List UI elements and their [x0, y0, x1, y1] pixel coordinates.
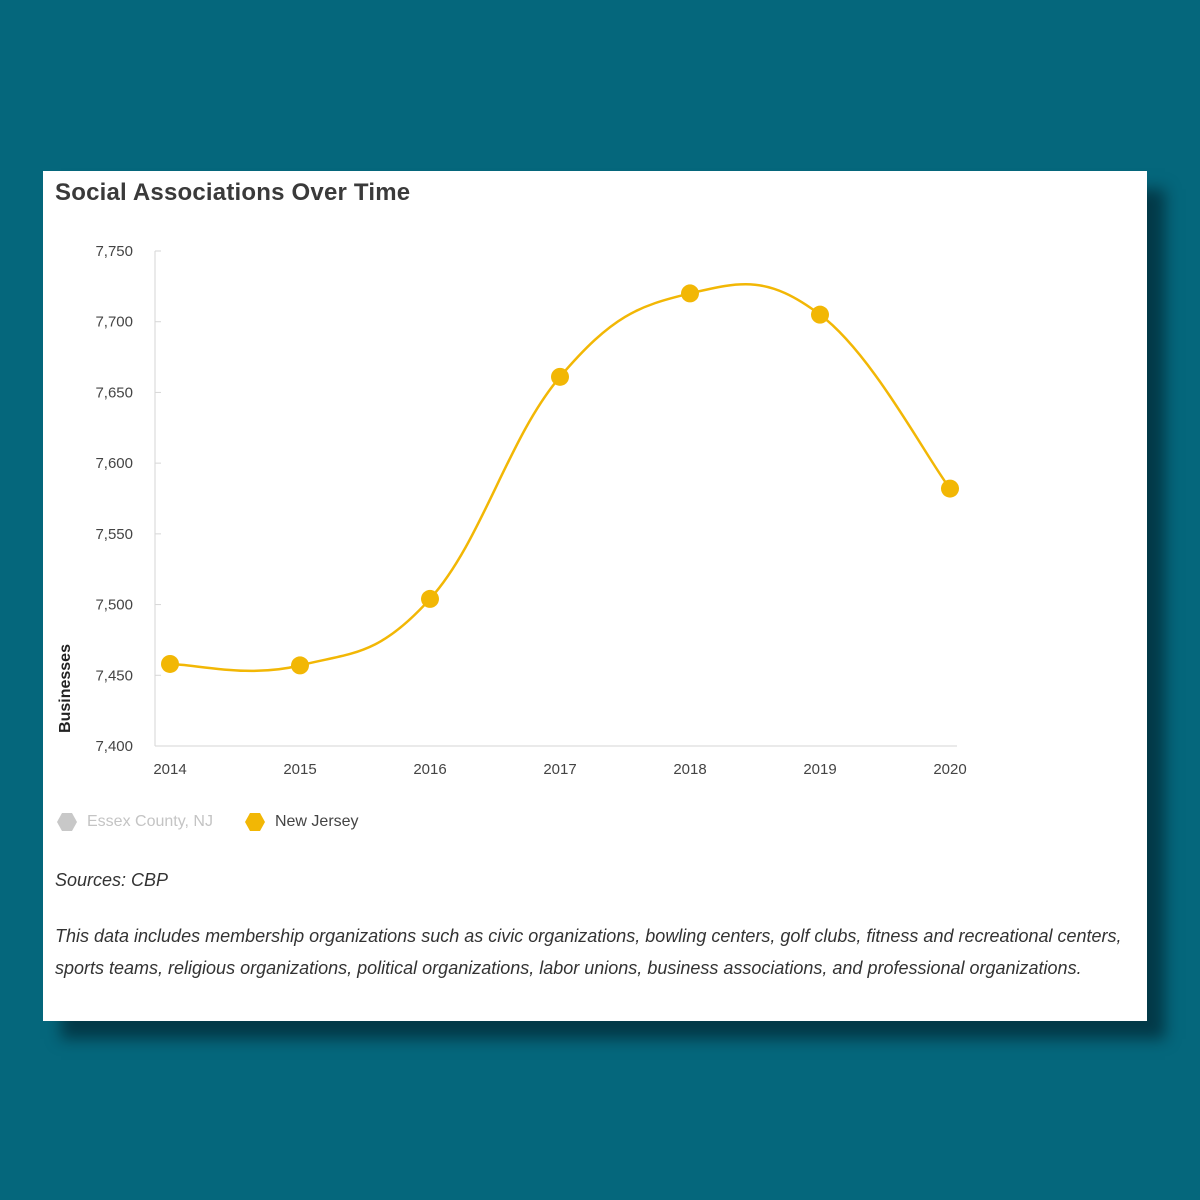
y-tick-label: 7,400	[95, 738, 133, 755]
data-point-2015	[291, 656, 309, 674]
data-point-2016	[421, 590, 439, 608]
hexagon-marker-icon	[57, 812, 77, 832]
y-tick-label: 7,600	[95, 455, 133, 473]
y-tick-label: 7,650	[95, 384, 133, 402]
x-tick-label: 2018	[673, 761, 707, 778]
legend-item-essex-county[interactable]	[57, 812, 213, 832]
sources-text: Sources: CBP	[55, 870, 169, 890]
data-point-2019	[811, 306, 829, 324]
legend	[57, 812, 391, 832]
x-tick-label: 2020	[933, 761, 967, 778]
hexagon-marker-icon	[245, 812, 265, 832]
data-point-2017	[551, 368, 569, 386]
y-tick-label: 7,750	[95, 243, 133, 260]
legend-item-new-jersey[interactable]	[245, 812, 359, 832]
y-tick-label: 7,450	[95, 667, 133, 685]
series-line-new-jersey	[170, 284, 950, 671]
y-tick-label: 7,550	[95, 525, 133, 543]
chart-card	[43, 171, 1147, 1021]
x-tick-label: 2015	[283, 761, 317, 778]
data-point-2018	[681, 284, 699, 302]
x-tick-label: 2014	[153, 761, 187, 778]
line-chart	[43, 171, 1147, 801]
y-axis-label: Businesses	[57, 644, 74, 733]
x-tick-label: 2017	[543, 761, 577, 778]
data-point-2014	[161, 655, 179, 673]
x-tick-label: 2016	[413, 761, 447, 778]
legend-label-essex-county: Essex County, NJ	[87, 813, 213, 830]
legend-label-new-jersey: New Jersey	[274, 813, 359, 830]
data-point-2020	[941, 480, 959, 498]
chart-title: Social Associations Over Time	[55, 179, 411, 206]
data-description: This data includes membership organizations such as civic organizations, bowling centers, golf clubs, fitness and recreational centers, sports teams, religious organizations, political organizations, labor unions, business associations, and professional organizations.	[55, 926, 1122, 978]
y-tick-label: 7,700	[95, 313, 133, 331]
x-tick-label: 2019	[803, 761, 837, 778]
y-tick-label: 7,500	[95, 596, 133, 614]
